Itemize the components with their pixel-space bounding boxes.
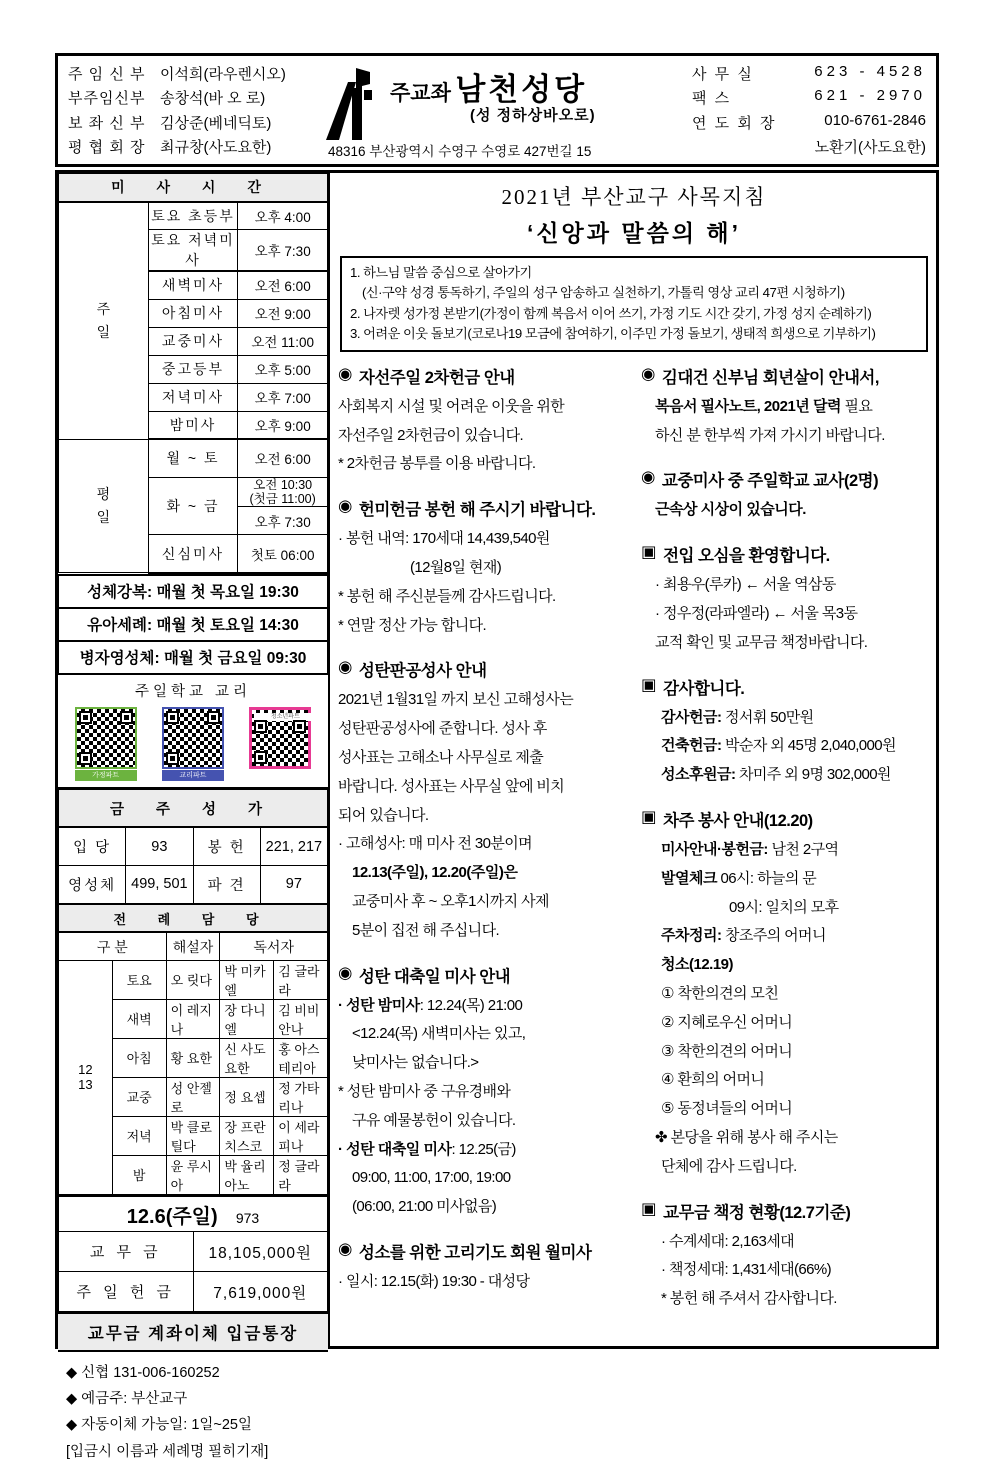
- lector-name: 정 요셉: [220, 1077, 274, 1116]
- qr-finder: [120, 711, 133, 724]
- body-line: ② 지혜로우신 어머니: [661, 1013, 793, 1031]
- parish-title: [390, 64, 587, 109]
- liturgy-date: 12 13: [59, 960, 113, 1194]
- account-line: ◆ 자동이체 가능일: 1일~25일: [66, 1417, 252, 1434]
- body-line: ✤ 본당을 위해 봉사 해 주시는: [655, 1128, 838, 1146]
- mass-name: 월 ~ 토: [148, 439, 238, 477]
- liturgy-slot: 새벽: [112, 999, 166, 1038]
- lector-name: 장 다니엘: [220, 999, 274, 1038]
- offering-amount: 18,105,000원: [193, 1232, 328, 1272]
- body-line: 발열체크 06시: 하늘의 문: [661, 869, 817, 887]
- body-line: ① 착한의견의 모친: [661, 984, 779, 1002]
- body-line: 사회복지 시설 및 어려운 이웃을 위한: [338, 397, 565, 415]
- qr-label: 가정파트: [75, 770, 137, 781]
- body-line: 5분이 집전 해 주십니다.: [352, 921, 500, 939]
- liturgy-col-lector: 독서자: [220, 932, 328, 960]
- body-line: 교적 확인 및 교무금 책정바랍니다.: [655, 633, 868, 651]
- clergy-row: [68, 63, 312, 84]
- body-line: · 성탄 밤미사: 12.24(목) 21:00: [338, 996, 523, 1014]
- body-line: 성사표는 고해소나 사무실로 제출: [338, 748, 544, 766]
- clergy-role: 부주임신부: [68, 90, 146, 108]
- section-new-members: [641, 542, 930, 657]
- content-columns: [338, 364, 930, 1331]
- hymn-number: 221, 217: [260, 827, 327, 865]
- section-heading: ◉ 성탄판공성사 안내: [338, 658, 487, 681]
- mass-name: 아침미사: [148, 299, 238, 327]
- cathedra-label: 주교좌: [390, 82, 451, 105]
- body-line: * 봉헌 해 주셔서 감사합니다.: [661, 1290, 837, 1308]
- qr-finder: [207, 711, 220, 724]
- contact-row: [692, 136, 926, 157]
- body-line: 09시: 일치의 모후: [729, 898, 839, 916]
- section-heading: ◉ 교중미사 중 주일학교 교사(2명): [641, 468, 879, 491]
- hymn-label: 봉 헌: [193, 827, 260, 865]
- table-row: [59, 202, 328, 230]
- liturgy-table: [58, 904, 328, 1195]
- mass-name: 교중미사: [148, 327, 238, 355]
- offering-table: [58, 1195, 328, 1313]
- parish-address: 48316 부산광역시 수영구 수영로 427번길 15: [328, 144, 592, 159]
- qr-finder: [79, 752, 92, 765]
- body-line: 성탄판공성사에 준합니다. 성사 후: [338, 720, 547, 738]
- body-line: 단체에 감사 드립니다.: [661, 1157, 797, 1175]
- section-next-week-service: [641, 807, 930, 1182]
- body-line: · 일시: 12.15(화) 19:30 - 대성당: [338, 1272, 530, 1290]
- parish-name: 남천성당: [455, 72, 588, 107]
- table-row: [59, 439, 328, 477]
- body-line: 낮미사는 없습니다.>: [352, 1054, 479, 1072]
- body-line: <12.24(목) 새벽미사는 있고,: [352, 1025, 526, 1043]
- table-row: [59, 575, 328, 608]
- body-line: 미사안내·봉헌금: 남천 2구역: [661, 840, 839, 858]
- body-line: (12월8일 현재): [410, 559, 502, 576]
- section-tithe-status: [641, 1199, 930, 1314]
- hymn-label: 영성체: [59, 865, 126, 903]
- hymn-title: 금 주 성 가: [59, 789, 328, 827]
- banner-table: [58, 574, 328, 675]
- square-bullet-icon: ▣: [641, 543, 657, 562]
- account-info: [58, 1352, 328, 1468]
- liturgy-title: 전 례 담 당: [59, 904, 328, 932]
- offering-label: 주 일 헌 금: [59, 1272, 194, 1312]
- commentator-name: 윤 루시아: [166, 1155, 220, 1194]
- table-row: [59, 174, 328, 202]
- qr-code-catechism: [160, 705, 226, 781]
- weekday-group-label: 평일: [59, 439, 149, 573]
- hymn-number: 93: [126, 827, 193, 865]
- section-heading: ◉ 자선주일 2차헌금 안내: [338, 364, 515, 387]
- body-line: * 연말 정산 가능 합니다.: [338, 616, 487, 634]
- body-line: · 성탄 대축일 미사: 12.25(금): [338, 1140, 516, 1158]
- body-line: 교중미사 후 ~ 오후1시까지 사제: [352, 892, 549, 910]
- sick-communion-banner: 병자영성체: 매월 첫 금요일 09:30: [59, 641, 328, 674]
- body-line: 자선주일 2차헌금이 있습니다.: [338, 426, 524, 444]
- circle-bullet-icon: ◉: [338, 963, 352, 982]
- mass-time: 오후 9:00: [238, 411, 328, 439]
- mass-time: 오전 6:00: [238, 439, 328, 477]
- mass-time: 오후 7:30: [238, 507, 328, 535]
- account-line: ◆ 예금주: 부산교구: [66, 1391, 188, 1408]
- contact-value: 010-6761-2846: [824, 111, 926, 129]
- section-heading: ▣ 전입 오심을 환영합니다.: [641, 543, 830, 566]
- body-line: 되어 있습니다.: [338, 806, 429, 824]
- qr-finder: [293, 720, 306, 733]
- qr-finder: [254, 751, 267, 764]
- mass-time: 오후 4:00: [238, 202, 328, 230]
- sunday-school-box: [58, 675, 328, 789]
- clergy-name: 송창석(바 오 로): [160, 90, 266, 108]
- sidebar: [58, 173, 330, 1460]
- mass-name: 중고등부: [148, 355, 238, 383]
- left-column: [338, 364, 627, 1331]
- commentator-name: 성 안젤로: [166, 1077, 220, 1116]
- attendance-count: 973: [235, 1209, 260, 1226]
- square-bullet-icon: ▣: [641, 807, 657, 826]
- right-column: [641, 364, 930, 1331]
- mass-time-line: (첫금 11:00): [249, 491, 316, 506]
- circle-bullet-icon: ◉: [338, 364, 352, 383]
- contact-row: [692, 87, 926, 108]
- lector-name: 정 글라라: [274, 1155, 328, 1194]
- liturgy-slot: 저녁: [112, 1116, 166, 1155]
- qr-label: 교리파트: [162, 770, 224, 781]
- liturgy-slot: 밤: [112, 1155, 166, 1194]
- mass-name: 밤미사: [148, 411, 238, 439]
- section-thanks-offering: [641, 675, 930, 790]
- table-row: [59, 904, 328, 932]
- liturgy-slot: 아침: [112, 1038, 166, 1077]
- lector-name: 이 세라피나: [274, 1116, 328, 1155]
- body-line: ⑤ 동정녀들의 어머니: [661, 1100, 793, 1118]
- mass-name: 새벽미사: [148, 271, 238, 299]
- sunday-school-title: 주일학교 교리: [134, 683, 252, 700]
- mass-time: 오후 7:00: [238, 383, 328, 411]
- contact-list: [686, 56, 936, 164]
- body-box: [55, 170, 939, 1460]
- table-row: [59, 641, 328, 674]
- account-line: ◆ 신협 131-006-160252: [66, 1365, 220, 1382]
- account-title: 교무금 계좌이체 입금통장: [58, 1312, 328, 1352]
- body-line: 하신 분 한부씩 가져 가시기 바랍니다.: [655, 426, 885, 444]
- qr-finder: [79, 711, 92, 724]
- contact-label: 연 도 회 장: [692, 114, 777, 132]
- qr-finder: [166, 752, 179, 765]
- section-teacher-award: [641, 467, 930, 525]
- liturgy-slot: 교중: [112, 1077, 166, 1116]
- hymn-label: 파 견: [193, 865, 260, 903]
- mass-time: 오전 6:00: [238, 271, 328, 299]
- body-line: 근속상 시상이 있습니다.: [655, 501, 806, 519]
- clergy-row: [68, 136, 312, 157]
- pastoral-line: 1. 하느님 말씀 중심으로 살아가기: [350, 265, 532, 280]
- square-bullet-icon: ▣: [641, 1199, 657, 1218]
- body-line: 성소후원금: 차미주 외 9명 302,000원: [661, 766, 891, 784]
- mass-schedule-title: 미 사 시 간: [59, 174, 328, 202]
- section-charity-collection: [338, 364, 627, 479]
- mass-name: 토요 저녁미사: [148, 230, 238, 272]
- body-line: 건축헌금: 박순자 외 45명 2,040,000원: [661, 737, 896, 755]
- offering-date: 12.6(주일): [126, 1205, 218, 1228]
- contact-value: 노환기(사도요한): [814, 138, 926, 156]
- mass-name: 토요 초등부: [148, 202, 238, 230]
- body-line: * 봉헌 해 주신분들께 감사드립니다.: [338, 587, 556, 605]
- clergy-row: [68, 112, 312, 133]
- clergy-role: 주 임 신 부: [68, 66, 146, 83]
- body-line: 09:00, 11:00, 17:00, 19:00: [352, 1169, 511, 1187]
- circle-bullet-icon: ◉: [338, 497, 352, 516]
- body-line: · 책정세대: 1,431세대(66%): [661, 1261, 831, 1279]
- square-bullet-icon: ▣: [641, 675, 657, 694]
- contact-label: 사 무 실: [692, 66, 754, 83]
- header-box: [55, 53, 939, 167]
- table-row: [59, 827, 328, 865]
- contact-label: 팩 스: [692, 90, 732, 108]
- body-line: 주차정리: 창조주의 어머니: [661, 927, 826, 945]
- pastoral-line: (신·구약 성경 통독하기, 주일의 성구 암송하고 실천하기, 가톨릭 영상 교리 47편 시청하기): [362, 285, 845, 301]
- body-line: ③ 착한의견의 어머니: [661, 1042, 793, 1060]
- baptism-banner: 유아세례: 매월 첫 토요일 14:30: [59, 608, 328, 641]
- circle-bullet-icon: ◉: [338, 658, 352, 677]
- mass-time: 첫토 06:00: [238, 535, 328, 573]
- section-heading: ◉ 성소를 위한 고리기도 회원 월미사: [338, 1239, 592, 1262]
- body-line: * 2차헌금 봉투를 이용 바랍니다.: [338, 455, 536, 473]
- body-line: · 봉헌 내역: 170세대 14,439,540원: [338, 530, 550, 548]
- sunday-group-label: 주일: [59, 202, 149, 440]
- qr-pattern: [249, 707, 311, 769]
- lector-name: 김 비비안나: [274, 999, 328, 1038]
- pastoral-guideline-box: [340, 256, 928, 352]
- body-line: · 수계세대: 2,163세대: [661, 1232, 794, 1250]
- liturgy-col-type: 구 분: [59, 932, 167, 960]
- mass-time: 오후 5:00: [238, 355, 328, 383]
- pastoral-line: 3. 어려운 이웃 돌보기(코로나19 모금에 참여하기, 이주민 가정 돌보기, 생태적 희생으로 기부하기): [350, 326, 876, 342]
- mass-name: 신심미사: [148, 535, 238, 573]
- section-christmas-mass: [338, 963, 627, 1222]
- qr-code-youth: [247, 705, 313, 781]
- liturgy-slot: 토요: [112, 960, 166, 999]
- body-line: · 고해성사: 매 미사 전 30분이며: [338, 835, 533, 853]
- header-center: [320, 56, 686, 164]
- clergy-list: [58, 56, 320, 164]
- table-row: [59, 1232, 328, 1272]
- lector-name: 김 글라라: [274, 960, 328, 999]
- mass-time: 오전 9:00: [238, 299, 328, 327]
- clergy-role: 보 좌 신 부: [68, 114, 146, 132]
- body-line: * 성탄 밤미사 중 구유경배와: [338, 1082, 511, 1100]
- qr-pattern: [162, 707, 224, 769]
- hymn-label: 입 당: [59, 827, 126, 865]
- circle-bullet-icon: ◉: [641, 468, 655, 487]
- commentator-name: 박 클로틸다: [166, 1116, 220, 1155]
- body-line: 감사헌금: 정서휘 50만원: [661, 708, 814, 726]
- table-row: [59, 932, 328, 960]
- commentator-name: 황 요한: [166, 1038, 220, 1077]
- mass-time: 오후 7:30: [238, 230, 328, 272]
- section-heading: ◉ 김대건 신부님 회년살이 안내서,: [641, 364, 879, 387]
- contact-value: 621 - 2970: [814, 87, 926, 105]
- mass-time-line: 오전 10:30: [253, 477, 313, 492]
- section-christmas-confession: [338, 657, 627, 945]
- main-content: [330, 173, 936, 1346]
- circle-bullet-icon: ◉: [641, 364, 655, 383]
- body-line: 구유 예물봉헌이 있습니다.: [352, 1111, 516, 1129]
- contact-value: 623 - 4528: [814, 63, 926, 80]
- lector-name: 장 프란치스코: [220, 1116, 274, 1155]
- circle-bullet-icon: ◉: [338, 1239, 352, 1258]
- offering-amount: 7,619,000원: [193, 1272, 328, 1312]
- body-line: (06:00, 21:00 미사없음): [352, 1198, 497, 1216]
- lector-name: 박 율리아노: [220, 1155, 274, 1194]
- qr-row: [62, 705, 324, 781]
- qr-label: 청소년파트: [254, 713, 316, 721]
- section-rice-offering: [338, 496, 627, 640]
- offering-label: 교 무 금: [59, 1232, 194, 1272]
- pastoral-line: 2. 나자렛 성가정 본받기(가정이 함께 복음서 이어 쓰기, 가정 기도 시간 갖기, 가정 성지 순례하기): [350, 305, 872, 321]
- section-heading: ▣ 차주 봉사 안내(12.20): [641, 807, 813, 830]
- pastoral-slogan: ‘신앙과 말씀의 해’: [526, 220, 742, 246]
- body-line: · 최용우(루카) ← 서울 역삼동: [655, 576, 836, 594]
- hymn-number: 97: [260, 865, 327, 903]
- qr-finder: [254, 720, 267, 733]
- contact-row: [692, 112, 926, 133]
- mass-time: [238, 477, 328, 507]
- clergy-name: 김상준(베네딕토): [160, 114, 272, 132]
- mass-name: 저녁미사: [148, 383, 238, 411]
- table-row: [59, 789, 328, 827]
- lector-name: 홍 아스테리아: [274, 1038, 328, 1077]
- section-heading: ◉ 헌미헌금 봉헌 해 주시기 바랍니다.: [338, 497, 596, 520]
- body-line: ④ 환희의 어머니: [661, 1071, 765, 1089]
- mass-name: 화 ~ 금: [148, 477, 238, 535]
- body-line: 청소(12.19): [661, 956, 734, 974]
- liturgy-col-commentator: 해설자: [166, 932, 220, 960]
- clergy-role: 평 협 회 장: [68, 138, 146, 156]
- section-heading: ▣ 교무금 책정 현황(12.7기준): [641, 1199, 851, 1222]
- table-row: [59, 1196, 328, 1232]
- lector-name: 신 사도요한: [220, 1038, 274, 1077]
- table-row: [59, 608, 328, 641]
- benediction-banner: 성체강복: 매월 첫 목요일 19:30: [59, 575, 328, 608]
- body-line: · 정우정(라파엘라) ← 서울 목3동: [655, 605, 858, 622]
- table-row: [59, 960, 328, 999]
- hymn-table: [58, 789, 328, 904]
- clergy-name: 이석희(라우렌시오): [160, 66, 286, 83]
- hymn-number: 499, 501: [126, 865, 193, 903]
- section-jubilee-booklet: [641, 364, 930, 451]
- clergy-name: 최규창(사도요한): [160, 138, 272, 156]
- body-line: 바랍니다. 성사표는 사무실 앞에 비치: [338, 777, 565, 795]
- mass-schedule-table: [58, 173, 328, 574]
- account-line: [입금시 이름과 세례명 필히기재]: [66, 1443, 269, 1460]
- mass-time: 오전 11:00: [238, 327, 328, 355]
- lector-name: 정 가타리나: [274, 1077, 328, 1116]
- parish-logo-icon: [326, 66, 386, 144]
- qr-finder: [166, 711, 179, 724]
- lector-name: 박 미카엘: [220, 960, 274, 999]
- contact-row: [692, 63, 926, 84]
- section-heading: ◉ 성탄 대축일 미사 안내: [338, 963, 511, 986]
- section-heading: ▣ 감사합니다.: [641, 675, 745, 698]
- body-line: 2021년 1월31일 까지 보신 고해성사는: [338, 691, 574, 709]
- offering-title-cell: [59, 1196, 328, 1232]
- commentator-name: 이 레지나: [166, 999, 220, 1038]
- parish-subtitle: (성 정하상바오로): [470, 107, 596, 124]
- table-row: [59, 1272, 328, 1312]
- table-row: [59, 865, 328, 903]
- section-vocation-rosary-mass: [338, 1239, 627, 1297]
- clergy-row: [68, 87, 312, 108]
- qr-code-family: [73, 705, 139, 781]
- pastoral-notice-title: 2021년 부산교구 사목지침: [501, 185, 767, 209]
- qr-pattern: [75, 707, 137, 769]
- commentator-name: 오 릿다: [166, 960, 220, 999]
- body-line: 12.13(주일), 12.20(주일)은: [352, 864, 518, 882]
- body-line: 복음서 필사노트, 2021년 달력 필요: [655, 397, 873, 415]
